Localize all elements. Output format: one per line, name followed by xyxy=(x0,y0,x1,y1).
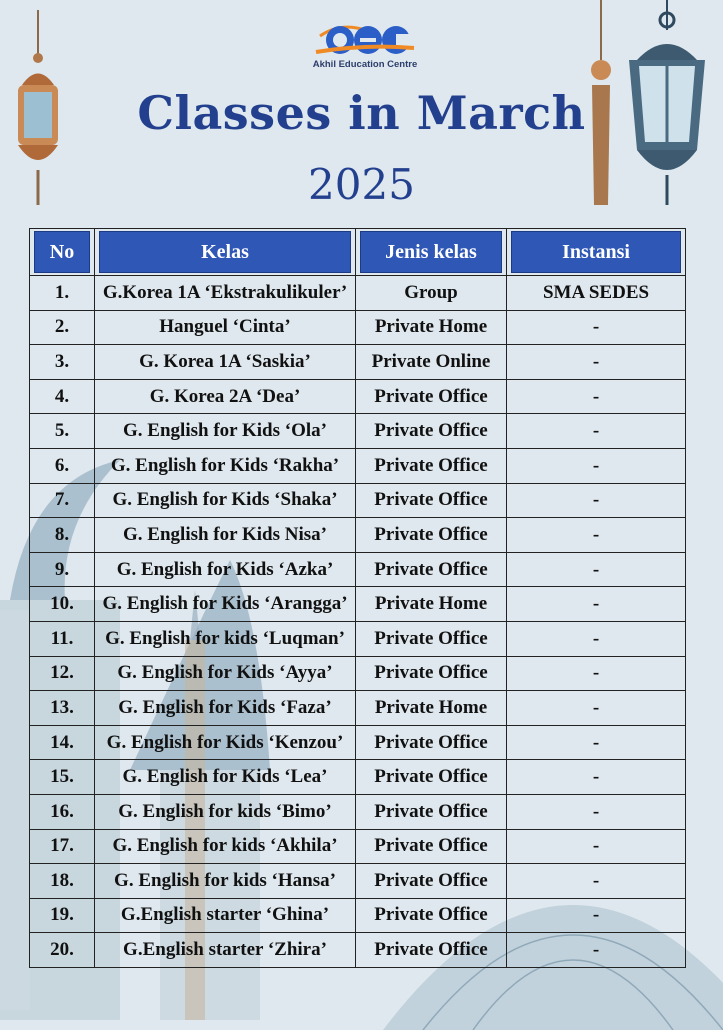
cell-jenis: Private Office xyxy=(356,829,507,864)
cell-jenis: Private Home xyxy=(356,310,507,345)
cell-jenis: Private Office xyxy=(356,414,507,449)
table-row xyxy=(30,898,686,933)
cell-instansi: - xyxy=(507,448,686,483)
cell-kelas: G. English for kids ‘Akhila’ xyxy=(95,829,356,864)
cell-kelas: G. English for Kids ‘Ayya’ xyxy=(95,656,356,691)
cell-kelas: G.English starter ‘Zhira’ xyxy=(95,933,356,968)
cell-jenis: Private Office xyxy=(356,552,507,587)
table-row xyxy=(30,587,686,622)
table-row xyxy=(30,448,686,483)
cell-no: 1. xyxy=(30,276,95,311)
table-row xyxy=(30,345,686,380)
cell-instansi: - xyxy=(507,760,686,795)
cell-kelas: G. English for Kids Nisa’ xyxy=(95,518,356,553)
cell-jenis: Private Office xyxy=(356,656,507,691)
cell-instansi: - xyxy=(507,587,686,622)
cell-instansi: - xyxy=(507,414,686,449)
cell-no: 16. xyxy=(30,794,95,829)
header-no: No xyxy=(30,229,95,276)
table-row xyxy=(30,864,686,899)
cell-kelas: G.Korea 1A ‘Ekstrakulikuler’ xyxy=(95,276,356,311)
cell-kelas: G. English for kids ‘Hansa’ xyxy=(95,864,356,899)
cell-instansi: - xyxy=(507,483,686,518)
table-row xyxy=(30,310,686,345)
cell-instansi: - xyxy=(507,310,686,345)
table-header-row xyxy=(30,229,686,276)
cell-jenis: Private Office xyxy=(356,448,507,483)
cell-jenis: Private Office xyxy=(356,379,507,414)
table-row xyxy=(30,933,686,968)
header-kelas: Kelas xyxy=(95,229,356,276)
cell-no: 20. xyxy=(30,933,95,968)
table-row xyxy=(30,276,686,311)
table-row xyxy=(30,483,686,518)
aec-logo-icon xyxy=(310,14,420,58)
table-row xyxy=(30,552,686,587)
cell-no: 14. xyxy=(30,725,95,760)
cell-kelas: G. English for Kids ‘Faza’ xyxy=(95,691,356,726)
cell-jenis: Private Office xyxy=(356,898,507,933)
brand-name: Akhil Education Centre xyxy=(312,59,418,70)
cell-jenis: Private Office xyxy=(356,483,507,518)
cell-no: 18. xyxy=(30,864,95,899)
cell-no: 15. xyxy=(30,760,95,795)
cell-instansi: - xyxy=(507,725,686,760)
page-title: Classes in March xyxy=(137,86,586,140)
cell-no: 10. xyxy=(30,587,95,622)
cell-no: 6. xyxy=(30,448,95,483)
cell-jenis: Private Home xyxy=(356,587,507,622)
table-row xyxy=(30,794,686,829)
cell-instansi: - xyxy=(507,864,686,899)
cell-kelas: G. English for Kids ‘Ola’ xyxy=(95,414,356,449)
cell-kelas: G. English for Kids ‘Shaka’ xyxy=(95,483,356,518)
cell-no: 12. xyxy=(30,656,95,691)
header-instansi: Instansi xyxy=(507,229,686,276)
cell-no: 3. xyxy=(30,345,95,380)
cell-no: 5. xyxy=(30,414,95,449)
cell-jenis: Private Office xyxy=(356,864,507,899)
cell-no: 2. xyxy=(30,310,95,345)
cell-kelas: G. English for Kids ‘Arangga’ xyxy=(95,587,356,622)
cell-instansi: - xyxy=(507,345,686,380)
page-year: 2025 xyxy=(308,160,415,209)
cell-no: 13. xyxy=(30,691,95,726)
class-schedule-table xyxy=(29,228,686,968)
table-row xyxy=(30,379,686,414)
cell-kelas: G. English for kids ‘Luqman’ xyxy=(95,621,356,656)
cell-instansi: - xyxy=(507,794,686,829)
cell-instansi: - xyxy=(507,518,686,553)
cell-kelas: G. English for Kids ‘Rakha’ xyxy=(95,448,356,483)
cell-kelas: G. English for Kids ‘Kenzou’ xyxy=(95,725,356,760)
cell-no: 19. xyxy=(30,898,95,933)
cell-instansi: - xyxy=(507,691,686,726)
cell-instansi: - xyxy=(507,898,686,933)
cell-instansi: - xyxy=(507,552,686,587)
table-row xyxy=(30,656,686,691)
cell-instansi: - xyxy=(507,933,686,968)
cell-instansi: - xyxy=(507,829,686,864)
brand-logo xyxy=(305,14,425,70)
cell-jenis: Private Office xyxy=(356,725,507,760)
cell-kelas: G. English for Kids ‘Lea’ xyxy=(95,760,356,795)
table-row xyxy=(30,621,686,656)
table-row xyxy=(30,725,686,760)
cell-instansi: SMA SEDES xyxy=(507,276,686,311)
cell-kelas: G. Korea 2A ‘Dea’ xyxy=(95,379,356,414)
cell-no: 4. xyxy=(30,379,95,414)
cell-jenis: Private Office xyxy=(356,621,507,656)
table-row xyxy=(30,829,686,864)
header-jenis-kelas: Jenis kelas xyxy=(356,229,507,276)
cell-kelas: G.English starter ‘Ghina’ xyxy=(95,898,356,933)
cell-jenis: Private Home xyxy=(356,691,507,726)
cell-kelas: G. English for Kids ‘Azka’ xyxy=(95,552,356,587)
cell-jenis: Private Office xyxy=(356,794,507,829)
cell-kelas: Hanguel ‘Cinta’ xyxy=(95,310,356,345)
cell-jenis: Private Online xyxy=(356,345,507,380)
table-row xyxy=(30,414,686,449)
table-row xyxy=(30,691,686,726)
cell-no: 8. xyxy=(30,518,95,553)
cell-jenis: Group xyxy=(356,276,507,311)
cell-instansi: - xyxy=(507,656,686,691)
cell-no: 7. xyxy=(30,483,95,518)
cell-kelas: G. Korea 1A ‘Saskia’ xyxy=(95,345,356,380)
cell-jenis: Private Office xyxy=(356,933,507,968)
table-row xyxy=(30,760,686,795)
cell-instansi: - xyxy=(507,379,686,414)
cell-instansi: - xyxy=(507,621,686,656)
cell-no: 9. xyxy=(30,552,95,587)
cell-jenis: Private Office xyxy=(356,518,507,553)
cell-kelas: G. English for kids ‘Bimo’ xyxy=(95,794,356,829)
cell-jenis: Private Office xyxy=(356,760,507,795)
cell-no: 17. xyxy=(30,829,95,864)
cell-no: 11. xyxy=(30,621,95,656)
table-row xyxy=(30,518,686,553)
